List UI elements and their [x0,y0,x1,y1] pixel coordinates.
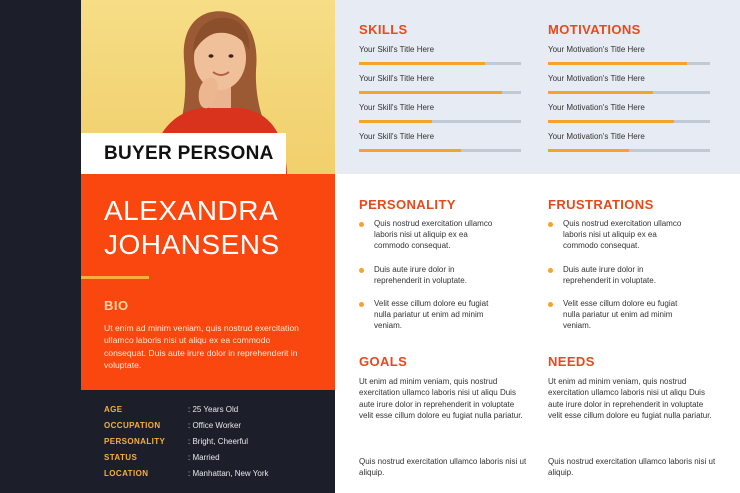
bio-text: Ut enim ad minim veniam, quis nostrud exercitation ullamco laboris nisi ut aliqu ex ea commodo consequat. Duis aute irure dolor in reprehenderit in voluptate. [104,323,299,371]
motivation-label: Your Motivation's Title Here [548,132,645,141]
bio-heading: BIO [104,298,129,313]
motivation-bar-track [548,91,710,94]
motivation-item [548,132,710,152]
skill-bar-fill [359,149,461,152]
name-divider [81,276,149,279]
motivation-item [548,103,710,123]
skill-item [359,74,521,94]
frustration-bullet [548,219,693,251]
skill-item [359,132,521,152]
skill-bar-track [359,149,521,152]
bullet-dot-icon [548,222,553,227]
motivation-label: Your Motivation's Title Here [548,74,645,83]
motivation-item [548,45,710,65]
persona-name-last: JOHANSENS [104,229,280,260]
persona-name [104,194,280,262]
bullet-dot-icon [548,302,553,307]
persona-header-box [81,133,286,174]
skill-label: Your Skill's Title Here [359,74,435,83]
personality-bullet [359,265,504,287]
skill-bar-track [359,62,521,65]
info-value: : Married [188,453,220,462]
personality-bullet [359,219,504,251]
motivation-bar-track [548,62,710,65]
skill-bar-track [359,91,521,94]
frustrations-heading: FRUSTRATIONS [548,197,654,212]
motivation-item [548,74,710,94]
skill-bar-fill [359,91,502,94]
skill-item [359,45,521,65]
bullet-text: Velit esse cillum dolore eu fugiat nulla pariatur ut enim ad minim veniam. [374,299,489,330]
bullet-dot-icon [359,302,364,307]
persona-header-label: BUYER PERSONA [104,142,274,164]
skill-item [359,103,521,123]
persona-info-table [81,390,335,493]
info-value: : Manhattan, New York [188,469,269,478]
goals-paragraph: Quis nostrud exercitation ullamco laboris nisi ut aliquip. [359,457,527,478]
left-dark-strip [0,0,81,493]
info-label: LOCATION [104,469,149,478]
info-value: : 25 Years Old [188,405,239,414]
motivation-bar-fill [548,149,629,152]
motivation-bar-track [548,149,710,152]
info-label: AGE [104,405,123,414]
bullet-dot-icon [359,222,364,227]
info-label: OCCUPATION [104,421,161,430]
persona-name-panel [81,174,335,390]
skill-bar-fill [359,62,485,65]
frustration-bullet [548,265,693,287]
info-label: STATUS [104,453,138,462]
motivation-bar-fill [548,120,674,123]
skill-bar-track [359,120,521,123]
needs-paragraph: Quis nostrud exercitation ullamco laboris nisi ut aliquip. [548,457,716,478]
needs-heading: NEEDS [548,354,595,369]
bullet-text: Duis aute irure dolor in reprehenderit in voluptate. [374,265,467,285]
needs-paragraph: Ut enim ad minim veniam, quis nostrud exercitation ullamco laboris nisi ut aliqu Duis aute irure dolor in reprehenderit in voluptate velit esse cillum dolore eu fugiat nulla pariatur. [548,377,712,421]
frustration-bullet [548,299,693,331]
bullet-text: Quis nostrud exercitation ullamco laboris nisi ut aliquip ex ea commodo consequat. [563,219,682,250]
skill-label: Your Skill's Title Here [359,103,435,112]
personality-bullet [359,299,504,331]
info-value: : Office Worker [188,421,242,430]
motivation-bar-fill [548,62,687,65]
bullet-dot-icon [359,268,364,273]
goals-heading: GOALS [359,354,408,369]
skill-label: Your Skill's Title Here [359,45,435,54]
motivation-label: Your Motivation's Title Here [548,45,645,54]
skills-heading: SKILLS [359,22,408,37]
personality-heading: PERSONALITY [359,197,456,212]
motivations-heading: MOTIVATIONS [548,22,641,37]
motivation-bar-track [548,120,710,123]
bullet-dot-icon [548,268,553,273]
skill-bar-fill [359,120,432,123]
bullet-text: Duis aute irure dolor in reprehenderit in voluptate. [563,265,656,285]
info-value: : Bright, Cheerful [188,437,249,446]
bullet-text: Velit esse cillum dolore eu fugiat nulla pariatur ut enim ad minim veniam. [563,299,678,330]
motivation-bar-fill [548,91,653,94]
persona-name-first: ALEXANDRA [104,195,279,226]
goals-paragraph: Ut enim ad minim veniam, quis nostrud exercitation ullamco laboris nisi ut aliqu Duis aute irure dolor in reprehenderit in voluptate velit esse cillum dolore eu fugiat nulla pariatur. [359,377,523,421]
info-label: PERSONALITY [104,437,166,446]
skill-label: Your Skill's Title Here [359,132,435,141]
bullet-text: Quis nostrud exercitation ullamco laboris nisi ut aliquip ex ea commodo consequat. [374,219,493,250]
motivation-label: Your Motivation's Title Here [548,103,645,112]
